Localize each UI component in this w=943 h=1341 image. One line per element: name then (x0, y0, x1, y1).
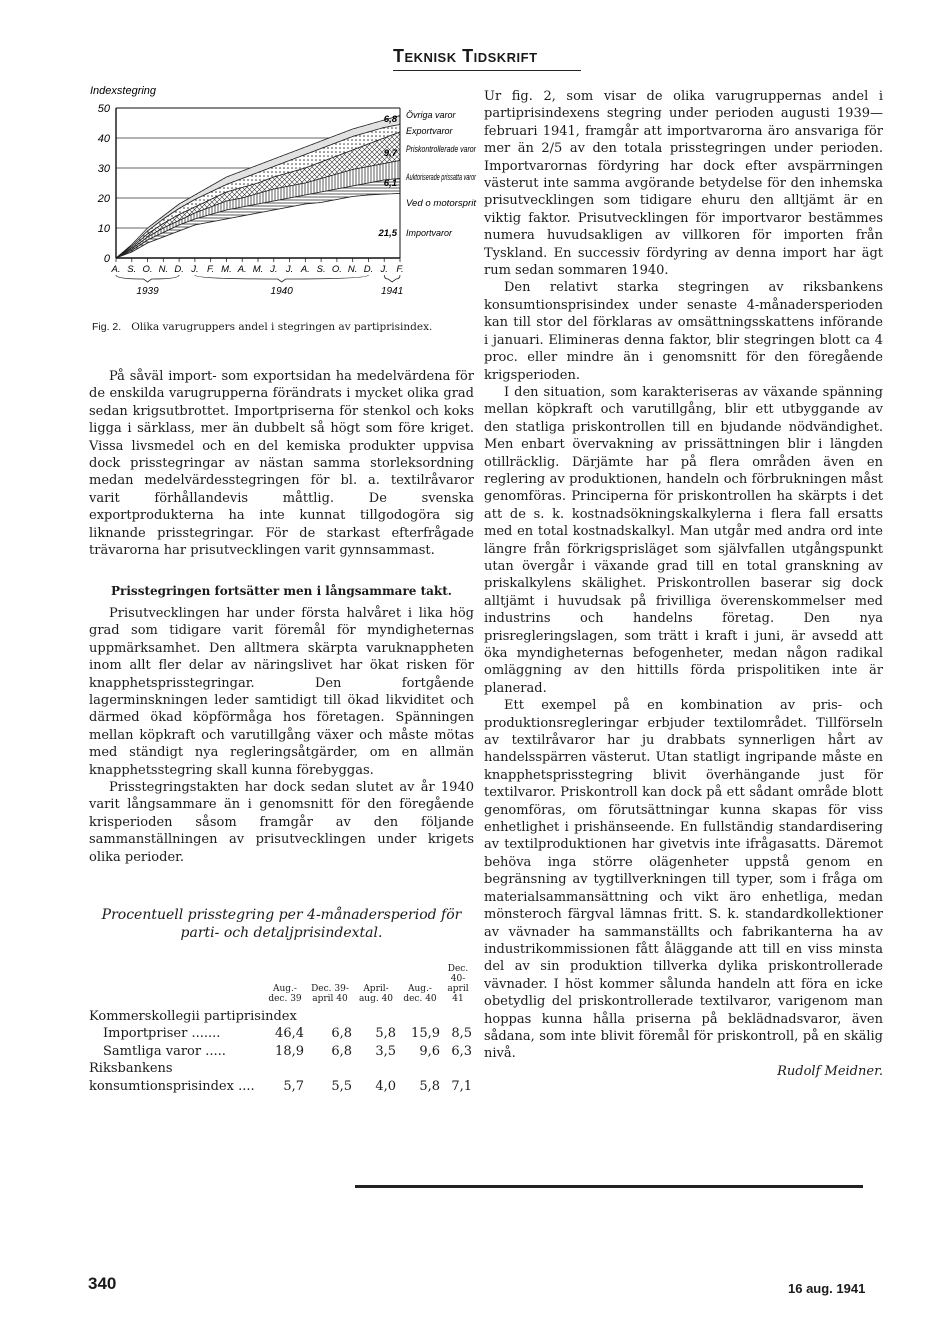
table-cell: 5,5 (331, 1078, 352, 1094)
y-tick-label: 10 (97, 223, 110, 235)
paragraph: Prisstegringstakten har dock sedan slutet av år 1940 varit långsammare än i genomsnitt för den föregående krisperioden såsom framgår av den följande sammanställningen av prisutvecklingen under krigets olika perioder. (89, 779, 474, 865)
table-cell: 4,0 (375, 1078, 396, 1094)
year-label: 1941 (380, 286, 404, 297)
table-cell: 6,8 (331, 1043, 352, 1059)
caption-label: Fig. 2. (92, 321, 122, 333)
value-annotation: 6,8 (383, 114, 397, 125)
x-tick-label: O. (331, 264, 342, 275)
x-tick-label: J. (270, 264, 278, 275)
x-tick-label: M. (252, 264, 264, 275)
column-header: Dec. 40-april 41 (447, 963, 469, 1004)
x-tick-label: D. (174, 264, 184, 275)
x-tick-label: D. (363, 264, 374, 275)
year-bracket (195, 275, 369, 282)
header-rule (393, 70, 581, 71)
author-signature: Rudolf Meidner. (777, 1063, 883, 1079)
paragraph: I den situation, som karakteriseras av växande spänning mellan köpkraft och varutillgång, blir ett utbyggande av den statliga priskontrollen till en bjudande nödvändighet. Men enbart övervakning av prissättningen blir i längden otillräcklig. Därjämte har på flera områden även en reglering av produktionen, handeln och förbrukningen måst genomföras. Principerna för priskontrollen ha skärpts i det att de s. k. kostnadsökningskalkylerna i flera fall ersatts med en total kostnadskalkyl. Man utgår med andra ord inte längre från förkrigsprisläget som självfallen utgångspunkt utan övergår i växande grad till en total granskning av priskalkylens skälighet. Priskontrollen baserar sig dock alltjämt i huvudsak på frivilliga överenskommelser med industrins och handelns företag. Den nya prisregleringslagen, som trätt i kraft i juni, är avsedd att öka myndigheternas befogenheter, medan någon radikal omläggning av den hittills förda prispolitiken inte är planerad. (484, 384, 883, 696)
end-rule (355, 1185, 863, 1188)
table-cell: 5,8 (375, 1026, 396, 1042)
x-tick-label: J. (191, 264, 199, 275)
row-label: Importpriser ....... (103, 1026, 221, 1042)
x-tick-label: J. (285, 264, 294, 275)
column-header: Aug.-dec. 39 (268, 983, 302, 1004)
paragraph: Prisutvecklingen har under första halvåret i lika hög grad som tidigare varit föremål för myndigheternas uppmärksamhet. Den alltmera skärpta varuknappheten inom allt fler delar av näringslivet har ökat risken för knapphetsprisstegringar. Den fortgående lagerminskningen leder samtidigt till ökad likviditet och därmed ökad köpförmåga hos företagen. Spänningen mellan köpkraft och varutillgång växer och måste mötas med ständigt nya regleringsåtgärder, om en allmän knapphetsstegring skall kunna förebyggas. (89, 605, 474, 778)
legend-entry: Importvaror (406, 228, 453, 238)
right-column (484, 88, 883, 1080)
figure-caption (92, 320, 508, 334)
table-cell: 6,3 (451, 1043, 472, 1059)
x-tick-label: F. (207, 264, 215, 275)
paragraph: Ur fig. 2, som visar de olika varugruppernas andel i partiprisindexens stegring under perioden augusti 1939—februari 1941, framgår att importvarorna äro ansvariga för mer än 2/5 av den totala prisstegringen under perioden. Importvarornas fördyring har dock efter avspärrningen västerut inte samma avgörande betydelse för den inhemska prisutvecklingen som tidigare ehuru den alltjämt är en viktig faktor. Prisutvecklingen för importvaror bestämmes numera huvudsakligen av villkoren för importen från Tyskland. En successiv fördyring av denna import har ägt rum sedan sommaren 1940. (484, 89, 883, 279)
table-header-row (89, 964, 474, 1008)
group-label: Kommerskollegii partiprisindex (89, 1008, 297, 1024)
issue-date: 16 aug. 1941 (788, 1281, 866, 1296)
x-tick-label: S. (316, 264, 326, 275)
value-annotation: 6,1 (383, 178, 397, 189)
value-annotation: 9,7 (383, 148, 397, 159)
x-tick-label: S. (127, 264, 137, 275)
paragraph: Den relativt starka stegringen av riksbankens konsumtionsprisindex under senaste 4-månadersperioden kan till stor del förklaras av omsättningsskattens införande i januari. Elimineras denna faktor, blir stegringen blott ca 4 proc. eller mindre än i genomsnitt för den föregående krigsperioden. (484, 280, 883, 383)
y-tick-label: 20 (97, 193, 110, 205)
paragraph: Ett exempel på en kombination av pris- och produktionsregleringar erbjuder textilområdet. Tillförseln av textilråvaror har ju drabbats synnerligen hårt av handelsspärren västerut. Utan statligt ingripande måste en knapphetsprisstegring blivit överhängande just för textilvaror. Priskontroll kan dock på ett sådant område blott genomföras, om förutsättningar kunna skapas för viss enhetlighet i prishänseende. En fullständig standardisering av textilproduktionen har givetvis inte ifrågasatts. Däremot behöva inga större olägenheter uppstå genom en begränsning av tygtillverkningen till typer, som i fråga om materialsammansättning och vikt äro enhetliga, medan mönsteroch färgval lämnas fritt. S. k. standardkollektioner av vävnader ha sammanställts och fabrikanterna ha av industrikommissionen fått åläggande att till en viss minsta del av sin produktion tillverka dylika priskontrollerade vävnader. I höst kommer sålunda handeln att föra en icke obetydlig del priskontrollerade textilvaror, varigenom man hoppas kunna hålla priserna på beklädnadsvaror, även sådana, som inte blivit föremål för priskontroll, på en skälig nivå. (484, 698, 883, 1062)
column-header: Aug.-dec. 40 (403, 983, 437, 1004)
caption-text: Olika varugruppers andel i stegringen av partiprisindex. (131, 321, 433, 333)
table-cell: 15,9 (411, 1026, 440, 1042)
price-table (89, 964, 474, 1095)
x-tick-label: F. (396, 264, 404, 275)
x-tick-label: N. (158, 264, 169, 275)
table-group-row (89, 1008, 474, 1025)
year-bracket (384, 275, 400, 282)
y-tick-label: 40 (97, 133, 110, 145)
left-column (89, 368, 474, 1095)
y-tick-label: 50 (97, 103, 110, 115)
table-cell: 5,8 (419, 1078, 440, 1094)
section-heading: Prisstegringen fortsätter men i långsammare takt. (111, 584, 452, 599)
x-tick-label: A. (111, 264, 121, 275)
row-label: Samtliga varor ..... (103, 1043, 226, 1059)
x-tick-label: A. (237, 264, 247, 275)
chart-areas (116, 116, 400, 259)
legend-entry: Ved o motorsprit (406, 198, 477, 208)
table-cell: 9,6 (419, 1043, 440, 1059)
table-cell: 7,1 (451, 1078, 472, 1094)
x-tick-label: M. (221, 264, 232, 275)
chart-ylabel: Indexstegring (90, 85, 157, 97)
page-number: 340 (88, 1274, 117, 1293)
table-row (89, 1025, 474, 1042)
row-label: Riksbankens konsumtionsprisindex .... (89, 1061, 255, 1094)
table-row (89, 1060, 474, 1095)
year-bracket (116, 275, 179, 282)
x-tick-label: N. (347, 264, 358, 275)
table-cell: 5,7 (283, 1078, 304, 1094)
value-annotation: 21,5 (378, 228, 397, 239)
x-tick-label: A. (300, 264, 310, 275)
table-cell: 3,5 (375, 1043, 396, 1059)
x-tick-label: J. (380, 264, 388, 275)
table-row (89, 1043, 474, 1060)
x-tick-label: O. (142, 264, 153, 275)
table-cell: 18,9 (275, 1043, 304, 1059)
stacked-area-chart (82, 82, 482, 304)
legend-entry: Övriga varor (406, 110, 456, 120)
journal-title: Teknisk Tidskrift (393, 46, 538, 66)
table-cell: 46,4 (275, 1026, 304, 1042)
y-tick-label: 30 (97, 163, 110, 175)
table-cell: 8,5 (451, 1026, 472, 1042)
column-header: Dec. 39-april 40 (311, 983, 349, 1004)
column-header: April-aug. 40 (358, 983, 394, 1004)
year-label: 1940 (270, 286, 293, 297)
y-tick-label: 0 (103, 253, 110, 265)
legend-entry: Auktoriserade prissatta varor (405, 172, 477, 182)
legend-entry: Priskontrollerade varor (406, 144, 477, 154)
table-cell: 6,8 (331, 1026, 352, 1042)
legend-entry: Exportvaror (406, 126, 453, 136)
paragraph: På såväl import- som exportsidan ha medelvärdena för de enskilda varugrupperna förändrats i mycket olika grad sedan krigsutbrottet. Importpriserna för stenkol och koks ligga i särklass, mer än dubbelt så högt som före kriget. Vissa livsmedel och en del kemiska produkter uppvisa dock prisstegringar av nästan samma storleksordning medan medelvärdesstegringen för bl. a. textilråvaror varit förhållandevis måttlig. De svenska exportprodukterna ha inte kunnat tillgodogöra sig liknande prisstegringar. För de starkast efterfrågade trävarorna har prisutvecklingen varit gynnsammast. (89, 369, 474, 559)
year-label: 1939 (136, 286, 159, 297)
table-title: Procentuell prisstegring per 4-månadersperiod för parti- och detaljprisindextal. (101, 906, 462, 941)
